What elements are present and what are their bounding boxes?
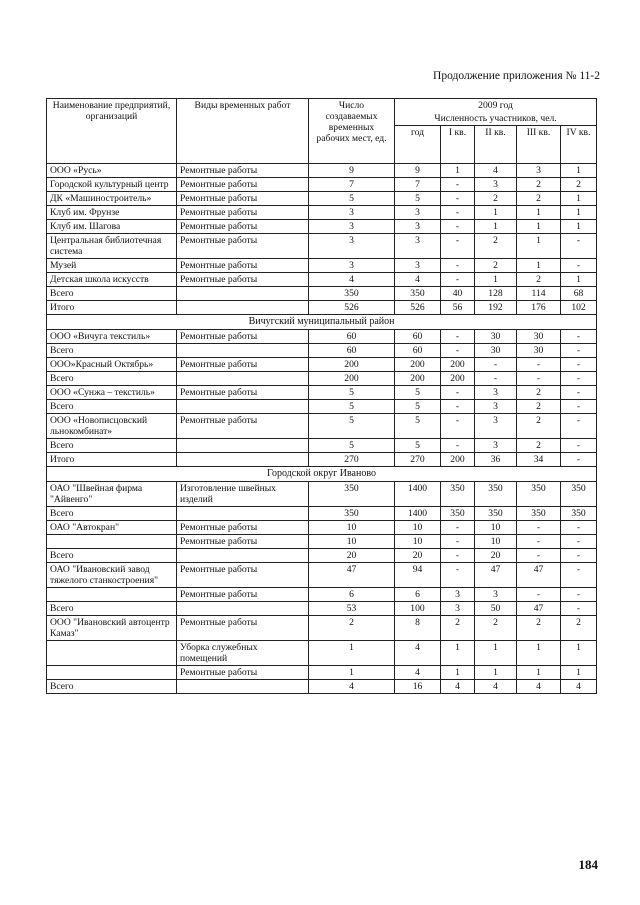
q2-cell: 10	[475, 520, 517, 534]
year-cell: 270	[395, 453, 441, 467]
jobs-cell: 4	[309, 273, 395, 287]
org-cell: Центральная библиотечная система	[47, 234, 177, 259]
jobs-cell: 5	[309, 386, 395, 400]
jobs-cell: 3	[309, 220, 395, 234]
q4-cell: -	[561, 562, 597, 587]
q3-cell: 2	[517, 178, 561, 192]
q3-cell: 2	[517, 439, 561, 453]
org-cell: ООО «Русь»	[47, 164, 177, 178]
q4-cell: 1	[561, 164, 597, 178]
q2-cell: -	[475, 372, 517, 386]
table-row	[47, 641, 597, 666]
q1-cell: -	[441, 259, 475, 273]
work-type-cell: Ремонтные работы	[177, 220, 309, 234]
col-header-jobs: Число создаваемых временных рабочих мест, ед.	[309, 99, 395, 164]
work-type-cell: Ремонтные работы	[177, 234, 309, 259]
appendix-continuation-note: Продолжение приложения № 11-2	[433, 70, 600, 82]
q1-cell: -	[441, 548, 475, 562]
year-cell: 20	[395, 548, 441, 562]
q1-cell: 56	[441, 301, 475, 315]
work-type-cell: Ремонтные работы	[177, 273, 309, 287]
q1-cell: 200	[441, 453, 475, 467]
q3-cell: 2	[517, 616, 561, 641]
q2-cell: 3	[475, 178, 517, 192]
org-cell: ООО «Вичуга текстиль»	[47, 329, 177, 343]
q4-cell: 1	[561, 666, 597, 680]
year-cell: 5	[395, 414, 441, 439]
q4-cell: 2	[561, 616, 597, 641]
q1-cell: 3	[441, 602, 475, 616]
q3-cell: -	[517, 587, 561, 601]
q4-cell: -	[561, 602, 597, 616]
year-cell: 60	[395, 343, 441, 357]
org-cell: ООО «Сунжа – текстиль»	[47, 386, 177, 400]
q3-cell: 1	[517, 206, 561, 220]
jobs-cell: 3	[309, 259, 395, 273]
q2-cell: 1	[475, 641, 517, 666]
q3-cell: 176	[517, 301, 561, 315]
q3-cell: -	[517, 372, 561, 386]
q3-cell: -	[517, 534, 561, 548]
q1-cell: -	[441, 234, 475, 259]
table-row	[47, 439, 597, 453]
year-cell: 9	[395, 164, 441, 178]
work-type-cell: Ремонтные работы	[177, 329, 309, 343]
year-cell: 60	[395, 329, 441, 343]
q4-cell: -	[561, 400, 597, 414]
q1-cell: -	[441, 273, 475, 287]
jobs-cell: 5	[309, 439, 395, 453]
work-type-cell	[177, 680, 309, 694]
q4-cell: -	[561, 439, 597, 453]
jobs-cell: 5	[309, 400, 395, 414]
q3-cell: -	[517, 357, 561, 371]
table-row	[47, 234, 597, 259]
work-type-cell: Ремонтные работы	[177, 414, 309, 439]
col-header-participants: Численность участников, чел.	[395, 112, 597, 126]
jobs-cell: 10	[309, 520, 395, 534]
q4-cell: 350	[561, 506, 597, 520]
org-cell: Всего	[47, 400, 177, 414]
q4-cell: -	[561, 453, 597, 467]
q3-cell: 1	[517, 220, 561, 234]
org-cell: ООО»Красный Октябрь»	[47, 357, 177, 371]
q1-cell: -	[441, 562, 475, 587]
q4-cell: -	[561, 520, 597, 534]
table-row	[47, 178, 597, 192]
year-cell: 3	[395, 206, 441, 220]
q1-cell: 200	[441, 357, 475, 371]
work-type-cell: Ремонтные работы	[177, 562, 309, 587]
table-row	[47, 453, 597, 467]
section-heading-row	[47, 467, 597, 482]
q1-cell: 1	[441, 666, 475, 680]
table-row	[47, 506, 597, 520]
work-type-cell: Ремонтные работы	[177, 386, 309, 400]
jobs-cell: 47	[309, 562, 395, 587]
year-cell: 1400	[395, 481, 441, 506]
q3-cell: 1	[517, 641, 561, 666]
jobs-cell: 2	[309, 616, 395, 641]
q4-cell: -	[561, 329, 597, 343]
work-type-cell	[177, 506, 309, 520]
jobs-cell: 5	[309, 414, 395, 439]
jobs-cell: 350	[309, 481, 395, 506]
work-type-cell	[177, 602, 309, 616]
table-row	[47, 400, 597, 414]
q4-cell: -	[561, 234, 597, 259]
jobs-cell: 350	[309, 287, 395, 301]
jobs-cell: 9	[309, 164, 395, 178]
org-cell: Клуб им. Фрунзе	[47, 206, 177, 220]
org-cell: Итого	[47, 453, 177, 467]
q3-cell: 2	[517, 192, 561, 206]
org-cell: Итого	[47, 301, 177, 315]
org-cell: Всего	[47, 372, 177, 386]
q2-cell: 47	[475, 562, 517, 587]
table-row	[47, 666, 597, 680]
col-header-year-group: 2009 год	[395, 99, 597, 113]
work-type-cell: Ремонтные работы	[177, 357, 309, 371]
year-cell: 10	[395, 534, 441, 548]
org-cell: ДК «Машиностроитель»	[47, 192, 177, 206]
q1-cell: 40	[441, 287, 475, 301]
q2-cell: 3	[475, 439, 517, 453]
q3-cell: 2	[517, 400, 561, 414]
org-cell: Всего	[47, 343, 177, 357]
col-header-q3: III кв.	[517, 126, 561, 164]
year-cell: 7	[395, 178, 441, 192]
jobs-cell: 526	[309, 301, 395, 315]
table-row	[47, 534, 597, 548]
org-cell: Детская школа искусств	[47, 273, 177, 287]
work-type-cell: Ремонтные работы	[177, 616, 309, 641]
q4-cell: 2	[561, 178, 597, 192]
q1-cell: -	[441, 329, 475, 343]
org-cell	[47, 587, 177, 601]
q4-cell: 1	[561, 273, 597, 287]
q4-cell: -	[561, 587, 597, 601]
q4-cell: 1	[561, 220, 597, 234]
work-type-cell: Ремонтные работы	[177, 178, 309, 192]
table-row	[47, 386, 597, 400]
q1-cell: 1	[441, 164, 475, 178]
q2-cell: 350	[475, 481, 517, 506]
table-row	[47, 192, 597, 206]
work-type-cell	[177, 400, 309, 414]
year-cell: 100	[395, 602, 441, 616]
jobs-cell: 200	[309, 372, 395, 386]
org-cell: Всего	[47, 680, 177, 694]
q2-cell: 3	[475, 587, 517, 601]
q4-cell: 1	[561, 192, 597, 206]
org-cell: ОАО "Ивановский завод тяжелого станкостроения"	[47, 562, 177, 587]
section-title: Городской округ Иваново	[47, 467, 597, 482]
year-cell: 1400	[395, 506, 441, 520]
work-type-cell: Ремонтные работы	[177, 520, 309, 534]
jobs-cell: 350	[309, 506, 395, 520]
work-type-cell: Ремонтные работы	[177, 206, 309, 220]
year-cell: 10	[395, 520, 441, 534]
q2-cell: 3	[475, 414, 517, 439]
q2-cell: 3	[475, 386, 517, 400]
table-row	[47, 329, 597, 343]
jobs-cell: 20	[309, 548, 395, 562]
q3-cell: 47	[517, 602, 561, 616]
work-type-cell: Ремонтные работы	[177, 259, 309, 273]
q3-cell: 2	[517, 273, 561, 287]
org-cell	[47, 666, 177, 680]
section-heading-row	[47, 315, 597, 330]
table-row	[47, 602, 597, 616]
q1-cell: 3	[441, 587, 475, 601]
q3-cell: 47	[517, 562, 561, 587]
q1-cell: -	[441, 206, 475, 220]
year-cell: 94	[395, 562, 441, 587]
q1-cell: -	[441, 400, 475, 414]
work-type-cell	[177, 372, 309, 386]
org-cell: ООО «Новописцовский льнокомбинат»	[47, 414, 177, 439]
year-cell: 5	[395, 400, 441, 414]
q3-cell: 114	[517, 287, 561, 301]
year-cell: 3	[395, 234, 441, 259]
q2-cell: 128	[475, 287, 517, 301]
jobs-cell: 60	[309, 343, 395, 357]
year-cell: 350	[395, 287, 441, 301]
jobs-cell: 200	[309, 357, 395, 371]
q2-cell: 4	[475, 164, 517, 178]
org-cell	[47, 641, 177, 666]
jobs-cell: 1	[309, 641, 395, 666]
work-type-cell	[177, 548, 309, 562]
jobs-cell: 1	[309, 666, 395, 680]
year-cell: 16	[395, 680, 441, 694]
q2-cell: 20	[475, 548, 517, 562]
q1-cell: 200	[441, 372, 475, 386]
jobs-cell: 60	[309, 329, 395, 343]
jobs-cell: 3	[309, 234, 395, 259]
q1-cell: -	[441, 534, 475, 548]
work-type-cell: Ремонтные работы	[177, 164, 309, 178]
q2-cell: 1	[475, 220, 517, 234]
col-header-q1: I кв.	[441, 126, 475, 164]
q2-cell: 1	[475, 666, 517, 680]
year-cell: 4	[395, 641, 441, 666]
q2-cell: 2	[475, 259, 517, 273]
q3-cell: 350	[517, 506, 561, 520]
table-row	[47, 287, 597, 301]
q3-cell: 1	[517, 666, 561, 680]
q2-cell: 30	[475, 343, 517, 357]
work-type-cell: Ремонтные работы	[177, 666, 309, 680]
q4-cell: -	[561, 534, 597, 548]
work-type-cell	[177, 439, 309, 453]
q3-cell: 3	[517, 164, 561, 178]
table-row	[47, 164, 597, 178]
year-cell: 4	[395, 666, 441, 680]
q2-cell: 1	[475, 206, 517, 220]
q1-cell: 350	[441, 481, 475, 506]
work-type-cell: Ремонтные работы	[177, 192, 309, 206]
q2-cell: 36	[475, 453, 517, 467]
q4-cell: -	[561, 343, 597, 357]
table-row	[47, 343, 597, 357]
q4-cell: 350	[561, 481, 597, 506]
table-row	[47, 206, 597, 220]
work-type-cell	[177, 343, 309, 357]
table-row	[47, 273, 597, 287]
q1-cell: -	[441, 178, 475, 192]
q2-cell: 10	[475, 534, 517, 548]
jobs-cell: 7	[309, 178, 395, 192]
q3-cell: 34	[517, 453, 561, 467]
table-row	[47, 372, 597, 386]
work-type-cell: Уборка служебных помещений	[177, 641, 309, 666]
year-cell: 5	[395, 439, 441, 453]
q1-cell: -	[441, 520, 475, 534]
q2-cell: 3	[475, 400, 517, 414]
q3-cell: 1	[517, 259, 561, 273]
jobs-cell: 5	[309, 192, 395, 206]
table-row	[47, 259, 597, 273]
table-row	[47, 481, 597, 506]
work-type-cell	[177, 287, 309, 301]
q1-cell: 350	[441, 506, 475, 520]
q3-cell: -	[517, 548, 561, 562]
q4-cell: -	[561, 386, 597, 400]
year-cell: 6	[395, 587, 441, 601]
work-type-cell: Ремонтные работы	[177, 587, 309, 601]
q2-cell: 1	[475, 273, 517, 287]
table-row	[47, 220, 597, 234]
q1-cell: -	[441, 439, 475, 453]
q1-cell: 2	[441, 616, 475, 641]
q1-cell: -	[441, 192, 475, 206]
q4-cell: -	[561, 357, 597, 371]
q2-cell: -	[475, 357, 517, 371]
year-cell: 3	[395, 259, 441, 273]
q4-cell: -	[561, 548, 597, 562]
col-header-year: год	[395, 126, 441, 164]
section-title: Вичугский муниципальный район	[47, 315, 597, 330]
year-cell: 5	[395, 386, 441, 400]
q1-cell: -	[441, 414, 475, 439]
jobs-cell: 10	[309, 534, 395, 548]
q3-cell: 2	[517, 386, 561, 400]
table-row	[47, 414, 597, 439]
q2-cell: 2	[475, 192, 517, 206]
year-cell: 8	[395, 616, 441, 641]
temporary-jobs-table	[46, 98, 597, 694]
q2-cell: 30	[475, 329, 517, 343]
page-number: 184	[578, 857, 598, 872]
org-cell: Всего	[47, 439, 177, 453]
col-header-org: Наименование предприятий, организаций	[47, 99, 177, 164]
org-cell: ОАО "Автокран"	[47, 520, 177, 534]
q2-cell: 2	[475, 234, 517, 259]
col-header-work-type: Виды временных работ	[177, 99, 309, 164]
table-row	[47, 520, 597, 534]
q3-cell: 350	[517, 481, 561, 506]
q2-cell: 350	[475, 506, 517, 520]
year-cell: 4	[395, 273, 441, 287]
org-cell: Городской культурный центр	[47, 178, 177, 192]
q3-cell: 1	[517, 234, 561, 259]
org-cell	[47, 534, 177, 548]
table-body	[47, 164, 597, 694]
year-cell: 3	[395, 220, 441, 234]
header-row-1	[47, 99, 597, 113]
q1-cell: -	[441, 343, 475, 357]
q4-cell: 68	[561, 287, 597, 301]
q2-cell: 50	[475, 602, 517, 616]
jobs-cell: 53	[309, 602, 395, 616]
year-cell: 200	[395, 357, 441, 371]
q3-cell: 4	[517, 680, 561, 694]
jobs-cell: 3	[309, 206, 395, 220]
q2-cell: 192	[475, 301, 517, 315]
table-row	[47, 562, 597, 587]
q4-cell: 102	[561, 301, 597, 315]
q4-cell: 1	[561, 206, 597, 220]
org-cell: Всего	[47, 602, 177, 616]
q3-cell: 30	[517, 329, 561, 343]
q3-cell: 2	[517, 414, 561, 439]
work-type-cell: Изготовление швейных изделий	[177, 481, 309, 506]
org-cell: Всего	[47, 287, 177, 301]
work-type-cell: Ремонтные работы	[177, 534, 309, 548]
org-cell: Всего	[47, 548, 177, 562]
q3-cell: -	[517, 520, 561, 534]
q4-cell: -	[561, 259, 597, 273]
org-cell: Музей	[47, 259, 177, 273]
jobs-cell: 270	[309, 453, 395, 467]
org-cell: ООО "Ивановский автоцентр Камаз"	[47, 616, 177, 641]
year-cell: 200	[395, 372, 441, 386]
work-type-cell	[177, 301, 309, 315]
org-cell: ОАО "Швейная фирма "Айвенго"	[47, 481, 177, 506]
jobs-cell: 6	[309, 587, 395, 601]
q4-cell: -	[561, 372, 597, 386]
q3-cell: 30	[517, 343, 561, 357]
table-row	[47, 616, 597, 641]
q2-cell: 4	[475, 680, 517, 694]
col-header-q4: IV кв.	[561, 126, 597, 164]
table-row	[47, 680, 597, 694]
org-cell: Клуб им. Шагова	[47, 220, 177, 234]
year-cell: 5	[395, 192, 441, 206]
year-cell: 526	[395, 301, 441, 315]
table-row	[47, 301, 597, 315]
jobs-cell: 4	[309, 680, 395, 694]
q4-cell: 4	[561, 680, 597, 694]
table-row	[47, 357, 597, 371]
table-row	[47, 548, 597, 562]
q4-cell: 1	[561, 641, 597, 666]
q1-cell: 1	[441, 641, 475, 666]
org-cell: Всего	[47, 506, 177, 520]
col-header-q2: II кв.	[475, 126, 517, 164]
q1-cell: 4	[441, 680, 475, 694]
table-row	[47, 587, 597, 601]
q1-cell: -	[441, 220, 475, 234]
q4-cell: -	[561, 414, 597, 439]
work-type-cell	[177, 453, 309, 467]
q2-cell: 2	[475, 616, 517, 641]
q1-cell: -	[441, 386, 475, 400]
